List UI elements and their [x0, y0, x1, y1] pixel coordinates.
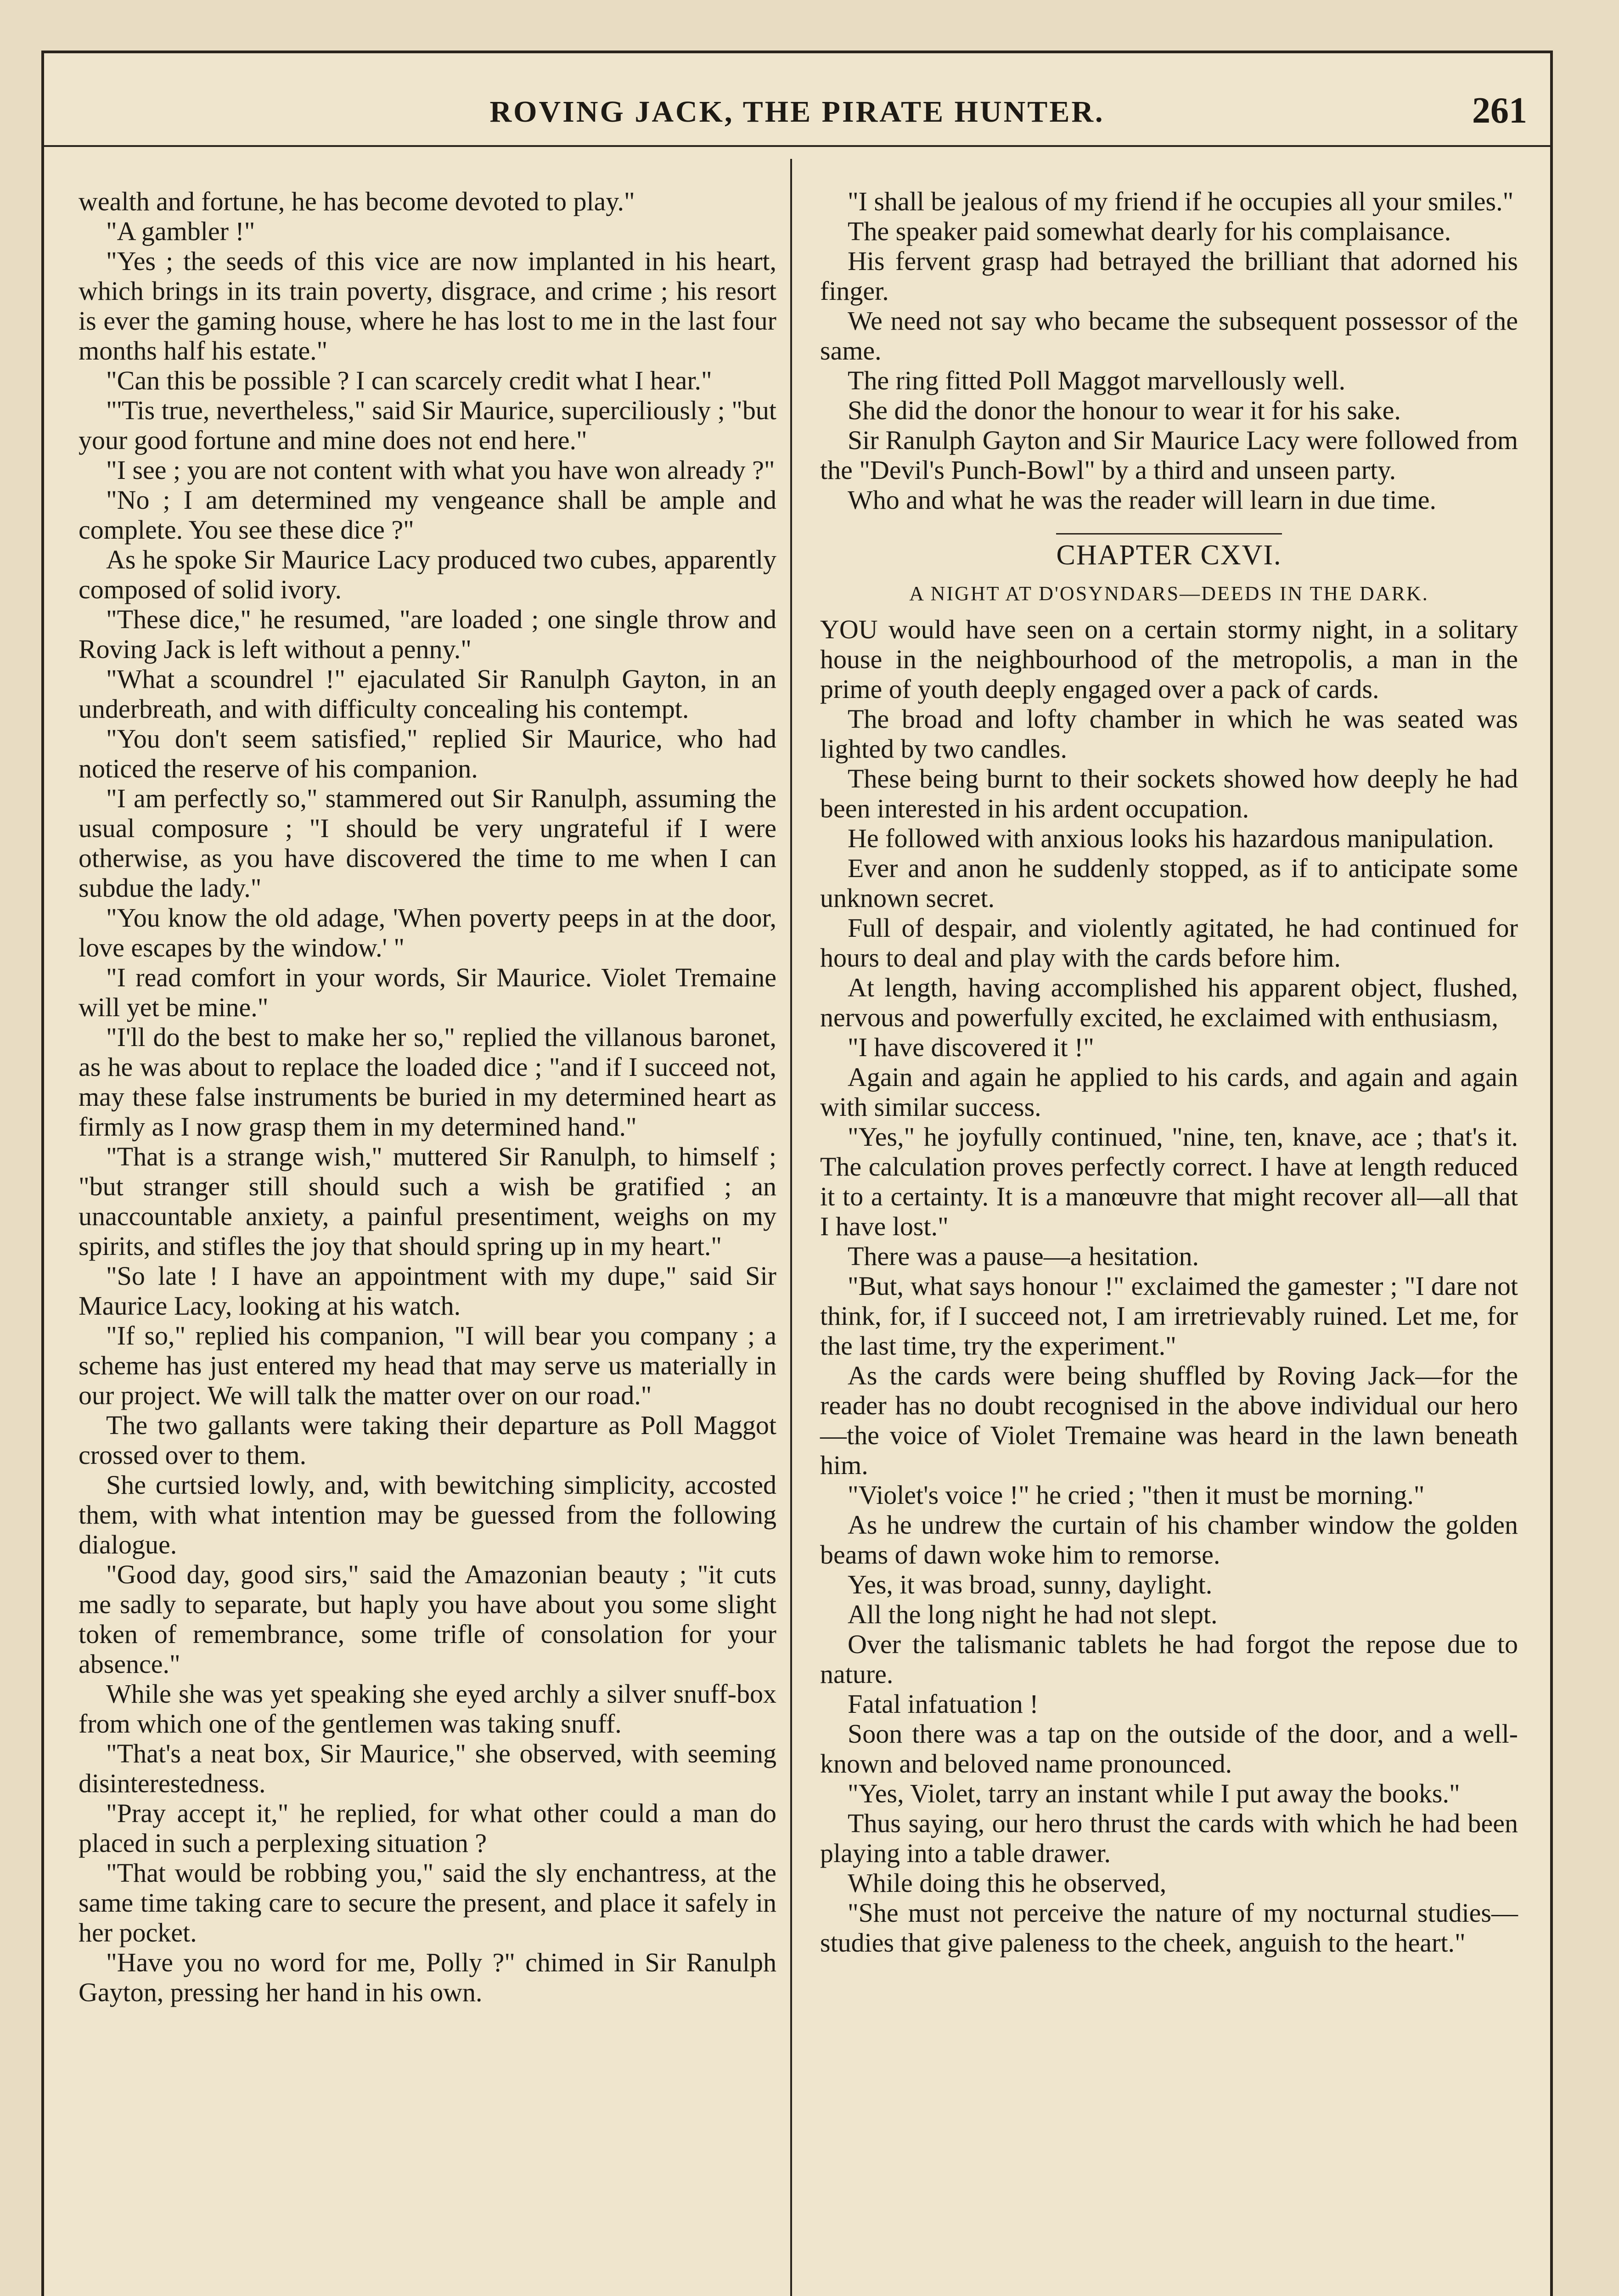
paragraph: "If so," replied his companion, "I will bear you company ; a scheme has just entered my head that may serve us materially in our project. We will talk the matter over on our road.": [79, 1321, 776, 1410]
paragraph: As he spoke Sir Maurice Lacy produced two cubes, apparently composed of solid ivory.: [79, 545, 776, 604]
paragraph: YOU would have seen on a certain stormy night, in a solitary house in the neighbourhood of the metropolis, a man in the prime of youth deeply engaged over a pack of cards.: [820, 614, 1518, 704]
paragraph: There was a pause—a hesitation.: [848, 1241, 1199, 1271]
paragraph: The broad and lofty chamber in which he was seated was lighted by two candles.: [820, 704, 1518, 764]
paragraph: "She must not perceive the nature of my nocturnal studies—studies that give paleness to the cheek, anguish to the heart.": [820, 1898, 1518, 1958]
paragraph: "I read comfort in your words, Sir Maurice. Violet Tremaine will yet be mine.": [79, 962, 776, 1022]
paragraph: These being burnt to their sockets showed how deeply he had been interested in his ardent occupation.: [820, 764, 1518, 823]
paragraph: "But, what says honour !" exclaimed the gamester ; "I dare not think, for, if I succeed not, I am irretrievably ruined. Let me, for the last time, try the experiment.": [820, 1271, 1518, 1361]
paragraph: "Yes," he joyfully continued, "nine, ten, knave, ace ; that's it. The calculation proves perfectly correct. I have at length reduced it to a certainty. It is a manœuvre that might recover all—all that I have lost.": [820, 1122, 1518, 1241]
paragraph: "I am perfectly so," stammered out Sir Ranulph, assuming the usual composure ; "I should be very ungrateful if I were otherwise, as you have discovered the time to me when I can subdue the lady.": [79, 783, 776, 903]
paragraph: The two gallants were taking their departure as Poll Maggot crossed over to them.: [79, 1410, 776, 1470]
right-column-top-text: [820, 186, 1518, 515]
paragraph: "'Tis true, nevertheless," said Sir Maurice, superciliously ; "but your good fortune and mine does not end here.": [79, 395, 776, 455]
paragraph: Over the talismanic tablets he had forgot the repose due to nature.: [820, 1629, 1518, 1689]
paragraph: He followed with anxious looks his hazardous manipulation.: [848, 823, 1494, 853]
paragraph: At length, having accomplished his apparent object, flushed, nervous and powerfully excited, he exclaimed with enthusiasm,: [820, 973, 1518, 1032]
paragraph: "Yes, Violet, tarry an instant while I put away the books.": [848, 1778, 1460, 1808]
paragraph: She did the donor the honour to wear it for his sake.: [848, 395, 1401, 425]
paragraph: Soon there was a tap on the outside of the door, and a well-known and beloved name pronounced.: [820, 1719, 1518, 1778]
right-column: [820, 186, 1518, 1958]
paragraph: Ever and anon he suddenly stopped, as if to anticipate some unknown secret.: [820, 853, 1518, 913]
page-number: 261: [1472, 90, 1527, 131]
paragraph: "You don't seem satisfied," replied Sir Maurice, who had noticed the reserve of his companion.: [79, 724, 776, 783]
chapter-subtitle: A NIGHT AT D'OSYNDARS—DEEDS IN THE DARK.: [909, 582, 1429, 605]
paragraph: She curtsied lowly, and, with bewitching simplicity, accosted them, with what intention may be guessed from the following dialogue.: [79, 1470, 776, 1559]
paragraph: "Have you no word for me, Polly ?" chimed in Sir Ranulph Gayton, pressing her hand in his own.: [79, 1947, 776, 2007]
magazine-page: [41, 51, 1553, 2296]
paragraph: "Pray accept it," he replied, for what other could a man do placed in such a perplexing situation ?: [79, 1798, 776, 1858]
paragraph: Sir Ranulph Gayton and Sir Maurice Lacy were followed from the "Devil's Punch-Bowl" by a third and unseen party.: [820, 425, 1518, 485]
paragraph: "No ; I am determined my vengeance shall be ample and complete. You see these dice ?": [79, 485, 776, 545]
paragraph: "I'll do the best to make her so," replied the villanous baronet, as he was about to replace the loaded dice ; "and if I succeed not, may these false instruments be buried in my determined heart as firmly as I now grasp them in my determined hand.": [79, 1022, 776, 1142]
paragraph: "I shall be jealous of my friend if he occupies all your smiles.": [848, 186, 1514, 216]
chapter-heading: [820, 533, 1518, 605]
paragraph: "A gambler !": [106, 216, 255, 246]
paragraph: Yes, it was broad, sunny, daylight.: [848, 1570, 1213, 1599]
running-header: [44, 53, 1550, 147]
chapter-number: CHAPTER CXVI.: [1056, 533, 1282, 572]
paragraph: "What a scoundrel !" ejaculated Sir Ranulph Gayton, in an underbreath, and with difficulty concealing his contempt.: [79, 664, 776, 724]
paragraph: "Good day, good sirs," said the Amazonian beauty ; "it cuts me sadly to separate, but haply you have about you some slight token of remembrance, some trifle of consolation for your absence.": [79, 1559, 776, 1679]
paragraph: "I see ; you are not content with what you have won already ?": [106, 455, 775, 485]
paragraph: "You know the old adage, 'When poverty peeps in at the door, love escapes by the window.' ": [79, 903, 776, 962]
paragraph: "That's a neat box, Sir Maurice," she observed, with seeming disinterestedness.: [79, 1739, 776, 1798]
paragraph: "That would be robbing you," said the sly enchantress, at the same time taking care to secure the present, and place it safely in her pocket.: [79, 1858, 776, 1947]
paragraph: We need not say who became the subsequent possessor of the same.: [820, 306, 1518, 366]
paragraph: Fatal infatuation !: [848, 1689, 1039, 1719]
paragraph: As the cards were being shuffled by Roving Jack—for the reader has no doubt recognised in the above individual our hero—the voice of Violet Tremaine was heard in the lawn beneath him.: [820, 1361, 1518, 1480]
paragraph: Thus saying, our hero thrust the cards with which he had been playing into a table drawer.: [820, 1808, 1518, 1868]
running-title: ROVING JACK, THE PIRATE HUNTER.: [489, 95, 1105, 129]
paragraph: While doing this he observed,: [848, 1868, 1167, 1898]
paragraph: "So late ! I have an appointment with my dupe," said Sir Maurice Lacy, looking at his watch.: [79, 1261, 776, 1321]
paragraph: "I have discovered it !": [848, 1032, 1094, 1062]
paragraph: "Violet's voice !" he cried ; "then it must be morning.": [848, 1480, 1425, 1510]
right-column-bottom-text: [820, 614, 1518, 1958]
paragraph: His fervent grasp had betrayed the brilliant that adorned his finger.: [820, 246, 1518, 306]
paragraph: "That is a strange wish," muttered Sir Ranulph, to himself ; "but stranger still should such a wish be gratified ; an unaccountable anxiety, a painful presentiment, weighs on my spirits, and stifles the joy that should spring up in my heart.": [79, 1142, 776, 1261]
paragraph: "Yes ; the seeds of this vice are now implanted in his heart, which brings in its train poverty, disgrace, and crime ; his resort is ever the gaming house, where he has lost to me in the last four months half his estate.": [79, 246, 776, 366]
paragraph: As he undrew the curtain of his chamber window the golden beams of dawn woke him to remorse.: [820, 1510, 1518, 1570]
paragraph: All the long night he had not slept.: [848, 1599, 1218, 1629]
paragraph: "These dice," he resumed, "are loaded ; one single throw and Roving Jack is left without a penny.": [79, 604, 776, 664]
paragraph: The speaker paid somewhat dearly for his complaisance.: [848, 216, 1451, 246]
paragraph: The ring fitted Poll Maggot marvellously well.: [848, 366, 1346, 395]
paragraph: Who and what he was the reader will learn in due time.: [848, 485, 1436, 515]
paragraph: "Can this be possible ? I can scarcely credit what I hear.": [106, 366, 712, 395]
left-column: [79, 186, 776, 2007]
paragraph: Again and again he applied to his cards, and again and again with similar success.: [820, 1062, 1518, 1122]
paragraph: Full of despair, and violently agitated, he had continued for hours to deal and play with the cards before him.: [820, 913, 1518, 973]
paragraph: While she was yet speaking she eyed archly a silver snuff-box from which one of the gentlemen was taking snuff.: [79, 1679, 776, 1739]
column-divider: [790, 159, 792, 2296]
paragraph: wealth and fortune, he has become devoted to play.": [79, 186, 635, 216]
